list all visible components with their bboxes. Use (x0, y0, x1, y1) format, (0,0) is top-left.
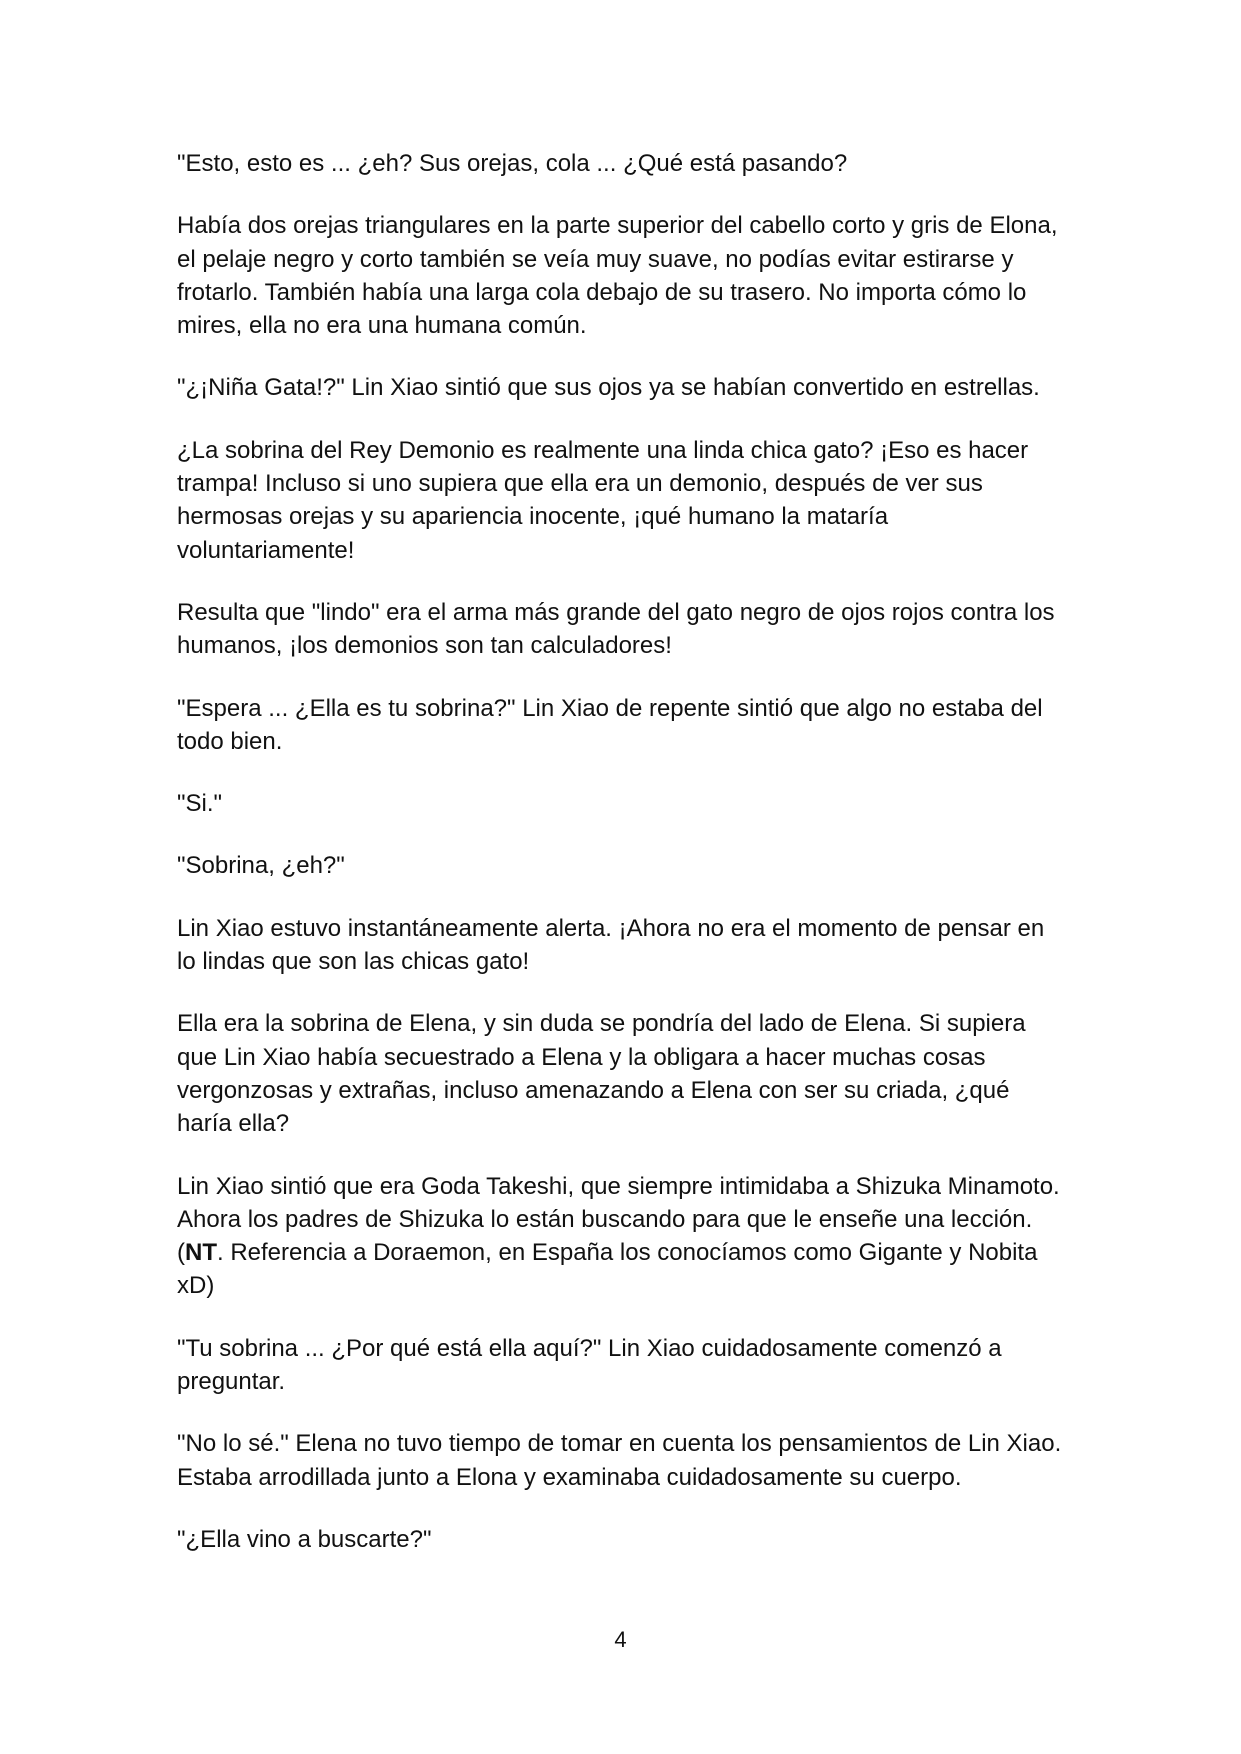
paragraph: ¿La sobrina del Rey Demonio es realmente una linda chica gato? ¡Eso es hacer trampa! Incluso si uno supiera que ella era un demonio, después de ver sus hermosas orejas y su apariencia inocente, ¡qué humano la mataría voluntariamente! (177, 436, 1029, 564)
note-text-after: . Referencia a Doraemon, en España los conocíamos como Gigante y Nobita xD) (177, 1239, 1038, 1300)
translator-note-paragraph (177, 1170, 1067, 1303)
paragraph: Había dos orejas triangulares en la parte superior del cabello corto y gris de Elona, el pelaje negro y corto también se veía muy suave, no podías evitar estirarse y frotarlo. También había una larga cola debajo de su trasero. No importa cómo lo mires, ella no era una humana común. (177, 212, 1058, 340)
paragraph: "¿Ella vino a buscarte?" (177, 1525, 432, 1553)
paragraph: "Tu sobrina ... ¿Por qué está ella aquí?" Lin Xiao cuidadosamente comenzó a preguntar. (177, 1334, 1002, 1396)
paragraph: Resulta que "lindo" era el arma más grande del gato negro de ojos rojos contra los humanos, ¡los demonios son tan calculadores! (177, 598, 1055, 660)
note-marker: NT (185, 1239, 217, 1267)
page-number: 4 (614, 1627, 627, 1652)
page-content (177, 147, 1067, 1585)
note-text-before: Lin Xiao sintió que era Goda Takeshi, que siempre intimidaba a Shizuka Minamoto. Ahora los padres de Shizuka lo están buscando para que le enseñe una lección. ( (177, 1172, 1060, 1267)
paragraph: Ella era la sobrina de Elena, y sin duda se pondría del lado de Elena. Si supiera que Lin Xiao había secuestrado a Elena y la obligara a hacer muchas cosas vergonzosas y extrañas, incluso amenazando a Elena con ser su criada, ¿qué haría ella? (177, 1010, 1026, 1138)
paragraph: "Sobrina, ¿eh?" (177, 852, 345, 880)
paragraph: "¿¡Niña Gata!?" Lin Xiao sintió que sus ojos ya se habían convertido en estrellas. (177, 374, 1040, 402)
paragraph: "No lo sé." Elena no tuvo tiempo de tomar en cuenta los pensamientos de Lin Xiao. Estaba arrodillada junto a Elona y examinaba cuidadosamente su cuerpo. (177, 1430, 1062, 1491)
paragraph: "Si." (177, 790, 223, 818)
paragraph: Lin Xiao estuvo instantáneamente alerta. ¡Ahora no era el momento de pensar en lo lindas que son las chicas gato! (177, 914, 1045, 976)
paragraph: "Esto, esto es ... ¿eh? Sus orejas, cola ... ¿Qué está pasando? (177, 150, 848, 177)
paragraph: "Espera ... ¿Ella es tu sobrina?" Lin Xiao de repente sintió que algo no estaba del todo bien. (177, 694, 1043, 755)
